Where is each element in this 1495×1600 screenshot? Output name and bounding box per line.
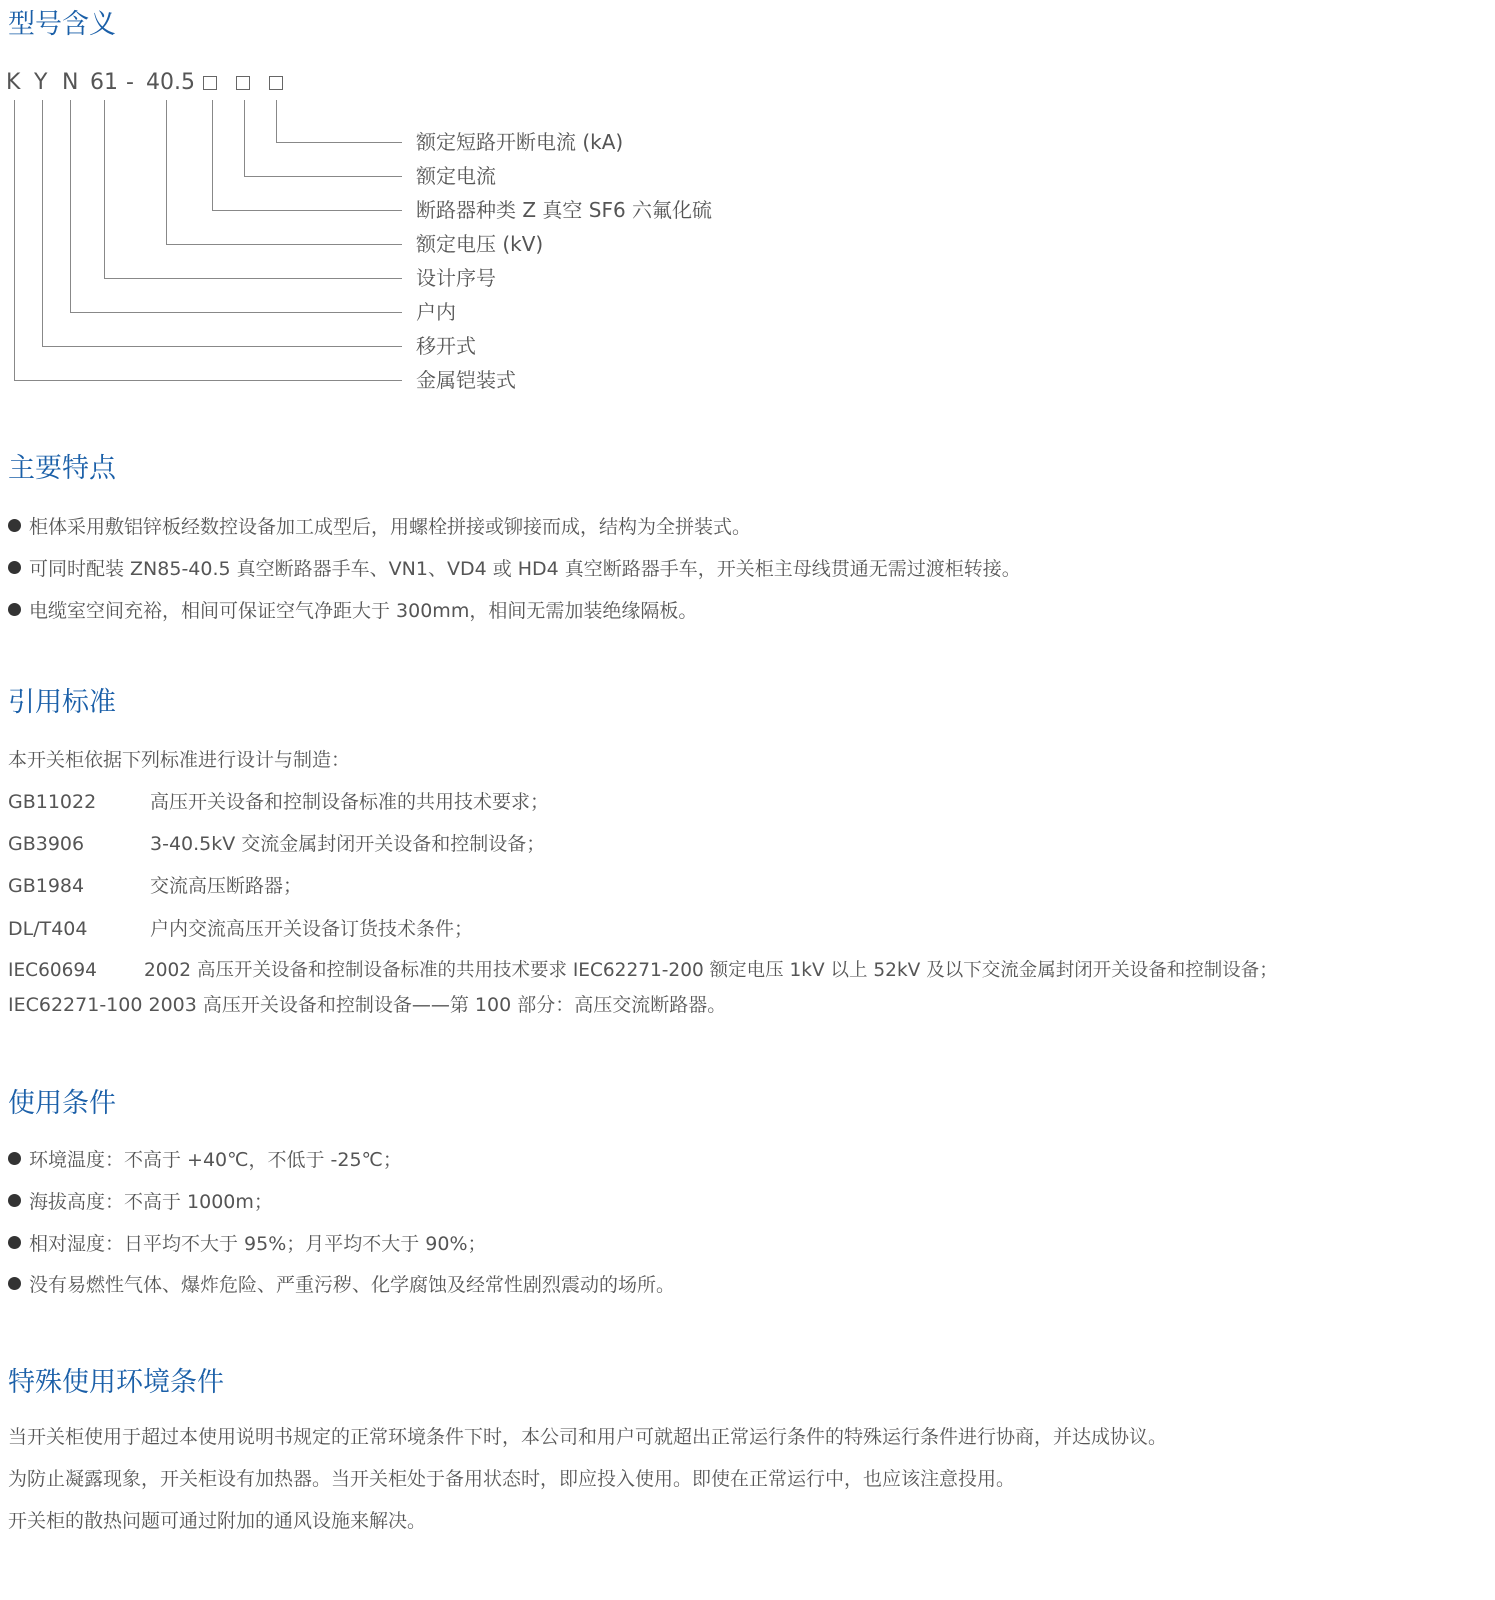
feature-item	[8, 556, 1021, 582]
feature-item	[8, 514, 751, 540]
condition-item	[8, 1272, 675, 1298]
condition-item	[8, 1147, 402, 1173]
standard-code: DL/T404	[8, 918, 88, 940]
condition-text: 环境温度：不高于 +40℃，不低于 -25℃；	[29, 1149, 402, 1171]
code-dash: -	[126, 70, 134, 95]
feature-text: 柜体采用敷铝锌板经数控设备加工成型后，用螺栓拼接或铆接而成，结构为全拼装式。	[29, 516, 752, 538]
bullet-icon	[8, 1277, 21, 1290]
standard-item	[8, 873, 302, 899]
standard-item	[8, 831, 545, 857]
feature-text: 电缆室空间充裕，相间可保证空气净距大于 300mm，相间无需加装绝缘隔板。	[29, 600, 698, 622]
model-meaning-heading: 型号含义	[8, 9, 116, 40]
standard-text: 2002 高压开关设备和控制设备标准的共用技术要求 IEC62271-200 额定电压 1kV 以上 52kV 及以下交流金属封闭开关设备和控制设备；	[144, 960, 1278, 981]
standard-code: GB1984	[8, 875, 85, 897]
standard-text: 交流高压断路器；	[150, 875, 303, 897]
special-paragraph: 开关柜的散热问题可通过附加的通风设施来解决。	[8, 1510, 427, 1532]
standard-text: 3-40.5kV 交流金属封闭开关设备和控制设备；	[150, 833, 546, 855]
code-placeholder-box-2	[236, 76, 250, 90]
code-design-number: 61	[90, 70, 118, 95]
condition-item	[8, 1189, 273, 1215]
code-placeholder-box-1	[203, 76, 217, 90]
standard-item	[8, 958, 1278, 984]
annotation-breaker-type: 断路器种类 Z 真空 SF6 六氟化硫	[416, 198, 713, 222]
bullet-icon	[8, 603, 21, 616]
annotation-metal-armored: 金属铠装式	[416, 368, 516, 392]
special-paragraph: 当开关柜使用于超过本使用说明书规定的正常环境条件下时，本公司和用户可就超出正常运行条件的特殊运行条件进行协商，并达成协议。	[8, 1426, 1168, 1448]
condition-text: 没有易燃性气体、爆炸危险、严重污秽、化学腐蚀及经常性剧烈震动的场所。	[29, 1274, 676, 1296]
bullet-icon	[8, 1152, 21, 1165]
bullet-icon	[8, 1194, 21, 1207]
annotation-indoor: 户内	[416, 300, 456, 324]
conditions-heading: 使用条件	[8, 1088, 116, 1119]
standard-text: 户内交流高压开关设备订货技术条件；	[150, 918, 474, 940]
standards-heading: 引用标准	[8, 687, 116, 718]
feature-item	[8, 598, 697, 624]
code-letter-k: K	[6, 70, 21, 95]
features-heading: 主要特点	[8, 453, 116, 484]
special-paragraph: 为防止凝露现象，开关柜设有加热器。当开关柜处于备用状态时，即应投入使用。即使在正常运行中，也应该注意投用。	[8, 1468, 1016, 1490]
bullet-icon	[8, 519, 21, 532]
code-voltage: 40.5	[146, 70, 195, 95]
standards-intro: 本开关柜依据下列标准进行设计与制造：	[8, 749, 351, 771]
annotation-rated-voltage: 额定电压 (kV)	[416, 232, 544, 256]
standard-item	[8, 916, 473, 942]
annotation-rated-current: 额定电流	[416, 164, 496, 188]
standard-text: 高压开关设备和控制设备标准的共用技术要求；	[150, 791, 550, 813]
code-placeholder-box-3	[269, 76, 283, 90]
condition-item	[8, 1231, 487, 1257]
standard-code: IEC60694	[8, 960, 97, 981]
standard-code: GB3906	[8, 833, 85, 855]
annotation-breaking-current: 额定短路开断电流 (kA)	[416, 130, 624, 154]
condition-text: 海拔高度：不高于 1000m；	[29, 1191, 273, 1213]
code-letter-y: Y	[34, 70, 48, 95]
standard-code: GB11022	[8, 791, 97, 813]
annotation-withdrawable: 移开式	[416, 334, 476, 358]
bullet-icon	[8, 561, 21, 574]
standard-item	[8, 789, 549, 815]
annotation-design-number: 设计序号	[416, 266, 496, 290]
bullet-icon	[8, 1236, 21, 1249]
standard-item-continued: IEC62271-100 2003 高压开关设备和控制设备——第 100 部分：高压交流断路器。	[8, 994, 727, 1016]
special-conditions-heading: 特殊使用环境条件	[8, 1367, 224, 1398]
feature-text: 可同时配装 ZN85-40.5 真空断路器手车、VN1、VD4 或 HD4 真空断路器手车，开关柜主母线贯通无需过渡柜转接。	[29, 558, 1021, 580]
code-letter-n: N	[62, 70, 79, 95]
condition-text: 相对湿度：日平均不大于 95%；月平均不大于 90%；	[29, 1233, 487, 1255]
